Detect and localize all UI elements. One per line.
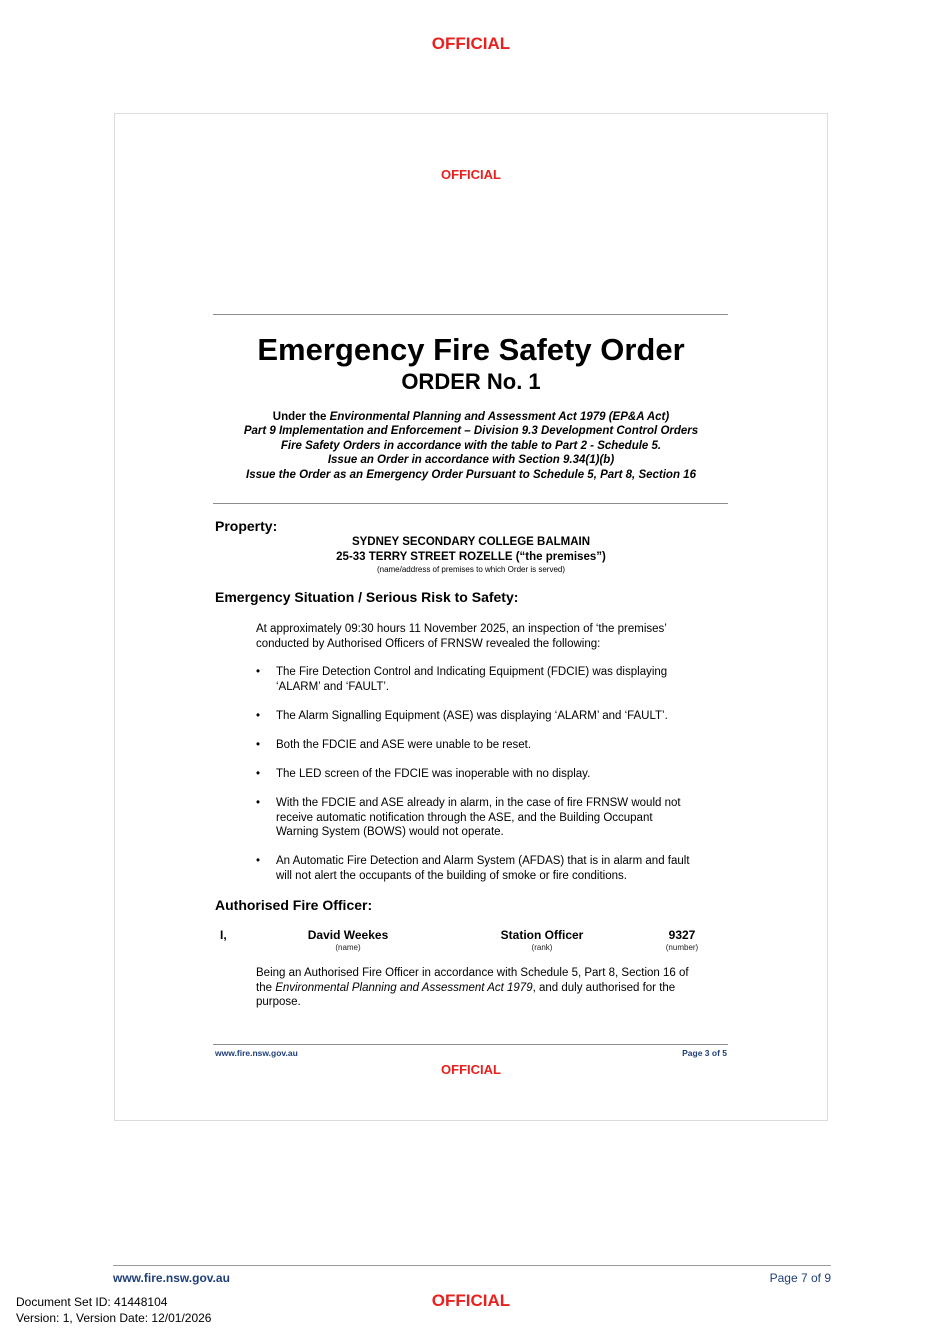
emergency-intro: At approximately 09:30 hours 11 November 2025, an inspection of ‘the premises’ conducted by Authorised Officers of FRNSW revealed the following: — [256, 623, 667, 650]
outer-footer-url[interactable]: www.fire.nsw.gov.au — [113, 1271, 230, 1285]
officer-rank: Station Officer — [500, 928, 584, 942]
version-info: Version: 1, Version Date: 12/01/2026 — [16, 1311, 212, 1325]
bullet-icon: • — [256, 666, 261, 678]
outer-footer-rule — [113, 1265, 831, 1266]
legal-line-2: Part 9 Implementation and Enforcement – Division 9.3 Development Control Orders — [243, 425, 699, 438]
list-item: • An Automatic Fire Detection and Alarm System (AFDAS) that is in alarm and fault will not alert the occupants of the building of smoke or fire conditions. — [256, 855, 690, 882]
bullet-icon: • — [256, 768, 261, 780]
legal-line-5: Issue the Order as an Emergency Order Pursuant to Schedule 5, Part 8, Section 16 — [246, 468, 696, 481]
inner-footer-url[interactable]: www.fire.nsw.gov.au — [215, 1048, 298, 1058]
property-note: (name/address of premises to which Order is served) — [376, 565, 566, 574]
outer-official-banner-bottom: OFFICIAL — [431, 1291, 511, 1310]
bullet-icon: • — [256, 797, 261, 809]
outer-official-banner-top: OFFICIAL — [431, 34, 511, 53]
officer-rank-label: (rank) — [531, 943, 553, 952]
title-top-rule — [213, 314, 728, 315]
legal-line-1: Under the Environmental Planning and Assessment Act 1979 (EP&A Act) — [272, 411, 670, 423]
bullet-icon: • — [256, 855, 261, 867]
legal-basis-block — [114, 410, 828, 482]
bullet-icon: • — [256, 710, 261, 722]
property-address: 25-33 TERRY STREET ROZELLE (“the premises”) — [336, 551, 606, 563]
officer-name: David Weekes — [307, 928, 389, 942]
officer-statement: Being an Authorised Fire Officer in accordance with Schedule 5, Part 8, Section 16 of the Environmental Planning and Assessment Act 1979, and duly authorised for the purpose. — [256, 967, 689, 1008]
property-heading: Property: — [215, 518, 278, 534]
officer-number-label: (number) — [665, 943, 699, 952]
officer-heading: Authorised Fire Officer: — [215, 897, 373, 913]
inner-official-banner-bottom: OFFICIAL — [441, 1062, 501, 1077]
list-item: • The Alarm Signalling Equipment (ASE) was displaying ‘ALARM’ and ‘FAULT’. — [256, 710, 668, 722]
list-item: • Both the FDCIE and ASE were unable to be reset. — [256, 739, 532, 751]
officer-prefix: I, — [220, 928, 227, 942]
legal-line-3: Fire Safety Orders in accordance with the table to Part 2 - Schedule 5. — [280, 439, 662, 452]
order-number: ORDER No. 1 — [401, 369, 541, 394]
emergency-heading: Emergency Situation / Serious Risk to Safety: — [215, 589, 519, 605]
inner-official-banner-top: OFFICIAL — [441, 167, 501, 182]
officer-name-label: (name) — [335, 943, 361, 952]
officer-number: 9327 — [668, 928, 696, 942]
list-item: • The LED screen of the FDCIE was inoperable with no display. — [256, 768, 591, 780]
legal-bottom-rule — [213, 503, 728, 504]
inner-footer-rule — [213, 1044, 728, 1045]
bullet-icon: • — [256, 739, 261, 751]
document-set-id: Document Set ID: 41448104 — [16, 1295, 168, 1309]
list-item: • The Fire Detection Control and Indicating Equipment (FDCIE) was displaying ‘ALARM’ and ‘FAULT’. — [256, 666, 668, 693]
inner-footer-page-number: Page 3 of 5 — [682, 1048, 727, 1058]
property-name: SYDNEY SECONDARY COLLEGE BALMAIN — [351, 536, 591, 548]
order-title: Emergency Fire Safety Order — [257, 332, 685, 367]
list-item: • With the FDCIE and ASE already in alarm, in the case of fire FRNSW would not receive automatic notification through the ASE, and the Building Occupant Warning System (BOWS) would not operate. — [256, 797, 681, 838]
outer-footer-page-number: Page 7 of 9 — [769, 1271, 831, 1285]
legal-line-4: Issue an Order in accordance with Section 9.34(1)(b) — [327, 454, 615, 467]
